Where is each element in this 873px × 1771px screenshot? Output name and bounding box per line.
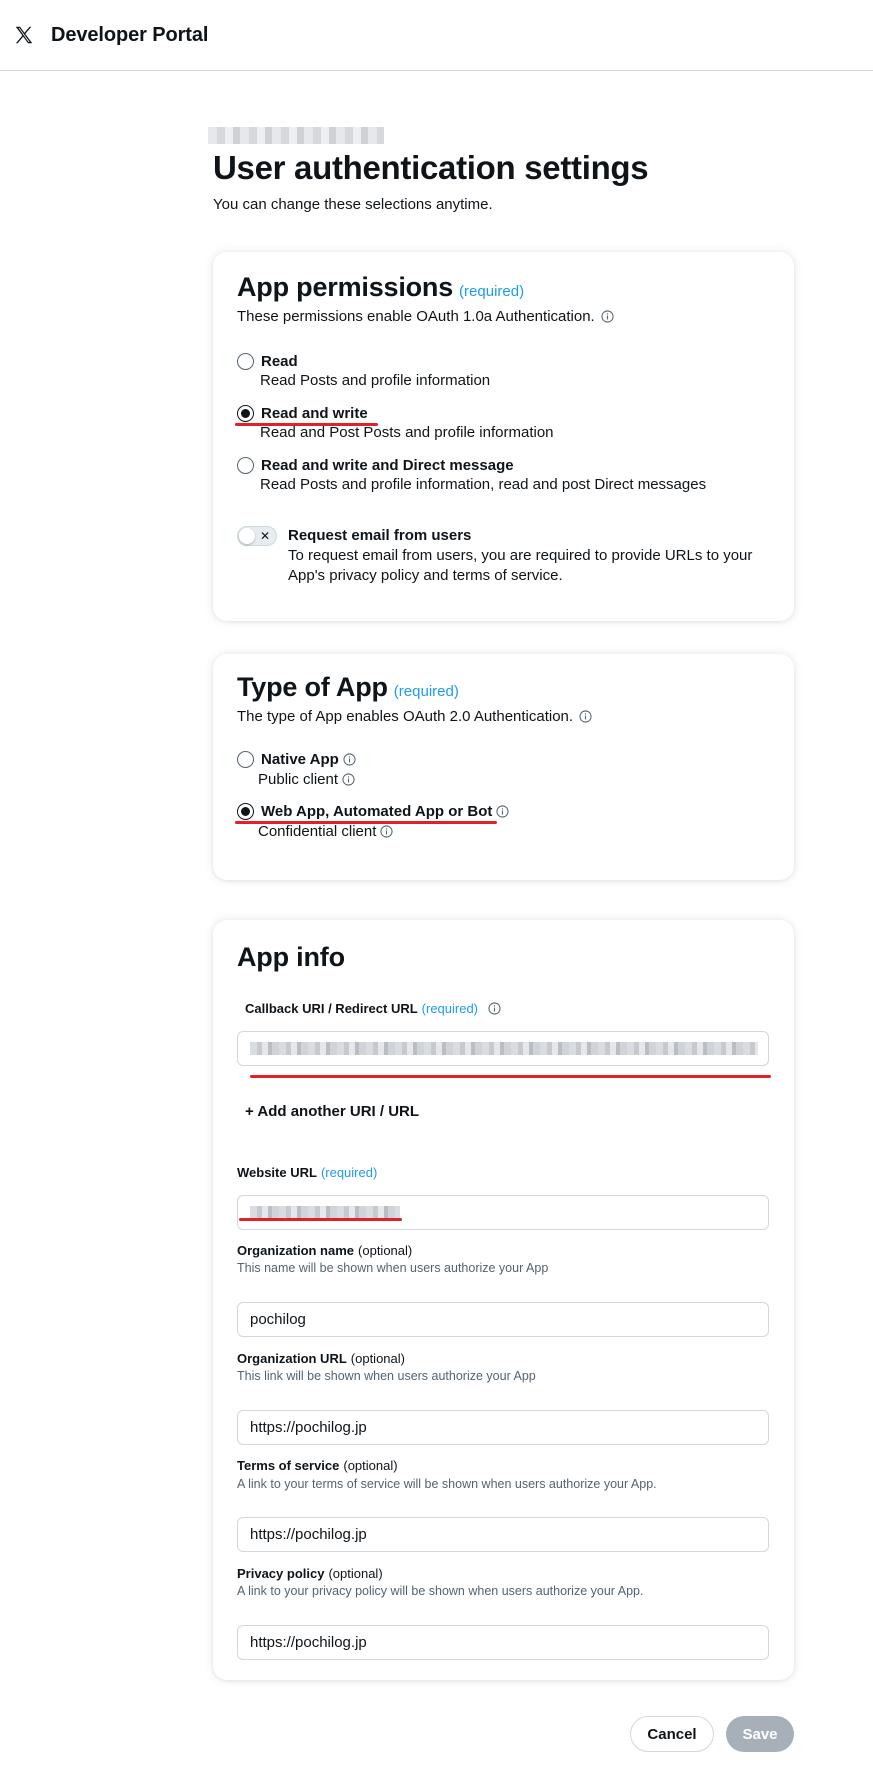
- required-tag: (required): [393, 683, 459, 700]
- card-description: These permissions enable OAuth 1.0a Authentication.: [237, 308, 614, 325]
- required-tag: (required): [459, 283, 525, 300]
- option-description: Read Posts and profile information, read and post Direct messages: [260, 476, 707, 493]
- option-label: Read and write: [261, 405, 368, 422]
- option-label: Read and write and Direct message: [261, 457, 514, 474]
- annotation-underline: [250, 1075, 771, 1078]
- info-icon[interactable]: [342, 773, 355, 786]
- optional-tag: (optional): [343, 1458, 398, 1473]
- app-permissions-card: [213, 252, 794, 621]
- option-description: Public client: [258, 771, 355, 788]
- org-url-label: Organization URL (optional): [237, 1351, 405, 1366]
- callback-url-input[interactable]: [237, 1031, 769, 1066]
- toggle-description: To request email from users, you are required to provide URLs to your App's privacy policy and terms of service.: [288, 547, 753, 584]
- org-url-help: This link will be shown when users authorize your App: [237, 1369, 536, 1383]
- x-logo-icon[interactable]: [13, 24, 35, 46]
- close-icon: ✕: [259, 529, 270, 543]
- info-icon[interactable]: [488, 1002, 501, 1015]
- permission-option-read-write-dm[interactable]: [237, 457, 514, 474]
- info-icon[interactable]: [343, 753, 356, 766]
- annotation-underline: [239, 1218, 402, 1221]
- privacy-policy-label: Privacy policy (optional): [237, 1566, 383, 1581]
- card-title: App info: [237, 942, 345, 972]
- toggle-title: Request email from users: [288, 527, 472, 544]
- radio-button[interactable]: [237, 353, 254, 370]
- required-tag: (required): [320, 1165, 378, 1180]
- redacted-breadcrumb: [208, 127, 384, 144]
- toggle-knob: [239, 528, 255, 544]
- callback-url-label: Callback URI / Redirect URL (required): [245, 1001, 501, 1016]
- info-icon[interactable]: [380, 825, 393, 838]
- info-icon[interactable]: [496, 805, 509, 818]
- radio-button-checked[interactable]: [237, 405, 254, 422]
- option-description: Read Posts and profile information: [260, 372, 491, 389]
- app-info-card: [213, 920, 794, 1680]
- optional-tag: (optional): [350, 1351, 405, 1366]
- info-icon[interactable]: [601, 310, 614, 323]
- permission-option-read-and-write[interactable]: [237, 405, 368, 422]
- cancel-button[interactable]: Cancel: [630, 1716, 714, 1752]
- card-title: Type of App (required): [237, 672, 459, 702]
- radio-button-checked[interactable]: [237, 803, 254, 820]
- org-name-label: Organization name (optional): [237, 1243, 413, 1258]
- portal-title[interactable]: Developer Portal: [51, 23, 209, 46]
- permission-option-read[interactable]: [237, 353, 298, 370]
- terms-of-service-help: A link to your terms of service will be shown when users authorize your App.: [237, 1477, 657, 1491]
- card-title: App permissions (required): [237, 272, 525, 302]
- terms-of-service-label: Terms of service (optional): [237, 1458, 398, 1473]
- radio-button[interactable]: [237, 751, 254, 768]
- app-type-option-native[interactable]: [237, 751, 356, 768]
- info-icon[interactable]: [579, 710, 592, 723]
- page-subtitle: You can change these selections anytime.: [213, 196, 493, 213]
- org-name-help: This name will be shown when users authorize your App: [237, 1261, 549, 1275]
- request-email-toggle[interactable]: [237, 526, 277, 546]
- required-tag: (required): [421, 1001, 479, 1016]
- option-description: Read and Post Posts and profile information: [260, 424, 554, 441]
- privacy-policy-input[interactable]: https://pochilog.jp: [237, 1625, 769, 1660]
- app-type-option-web-app[interactable]: [237, 803, 509, 820]
- redacted-value: [250, 1042, 758, 1055]
- website-url-input[interactable]: [237, 1195, 769, 1230]
- save-button[interactable]: Save: [726, 1716, 794, 1752]
- privacy-policy-help: A link to your privacy policy will be shown when users authorize your App.: [237, 1584, 644, 1598]
- top-bar: [0, 0, 873, 71]
- add-another-uri-button[interactable]: + Add another URI / URL: [245, 1103, 420, 1120]
- org-name-input[interactable]: pochilog: [237, 1302, 769, 1337]
- optional-tag: (optional): [358, 1243, 413, 1258]
- option-label: Native App: [261, 751, 356, 768]
- website-url-label: Website URL (required): [237, 1165, 378, 1180]
- option-label: Web App, Automated App or Bot: [261, 803, 509, 820]
- card-description: The type of App enables OAuth 2.0 Authentication.: [237, 708, 592, 725]
- page-title: User authentication settings: [213, 149, 649, 186]
- radio-button[interactable]: [237, 457, 254, 474]
- option-label: Read: [261, 353, 298, 370]
- optional-tag: (optional): [328, 1566, 383, 1581]
- option-description: Confidential client: [258, 823, 393, 840]
- type-of-app-card: [213, 654, 794, 880]
- terms-of-service-input[interactable]: https://pochilog.jp: [237, 1517, 769, 1552]
- org-url-input[interactable]: https://pochilog.jp: [237, 1410, 769, 1445]
